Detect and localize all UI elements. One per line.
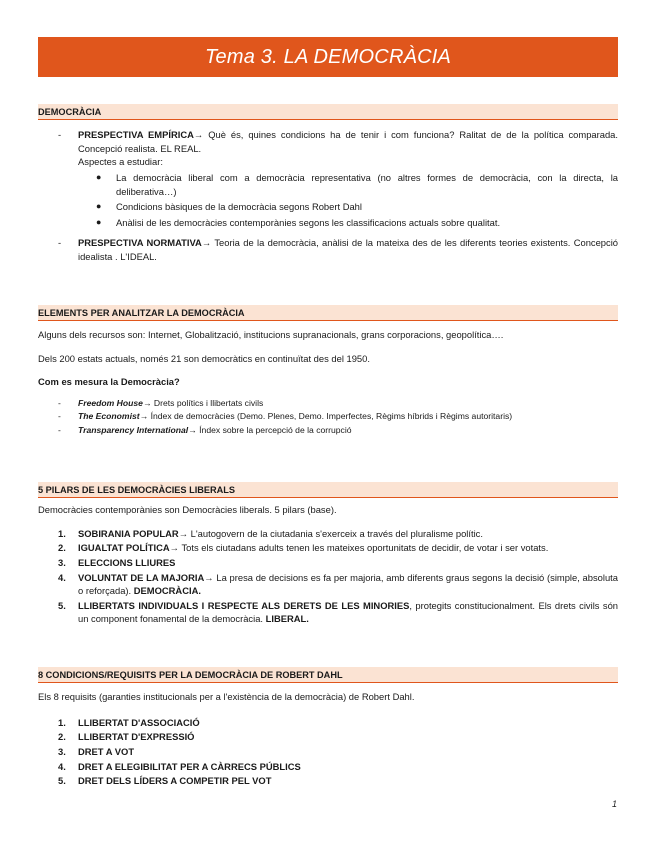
item-label: SOBIRANIA POPULAR	[78, 527, 179, 539]
section-dahl-body	[38, 690, 618, 789]
section-heading-text: ELEMENTS PER ANALITZAR LA DEMOCRÀCIA	[38, 308, 245, 318]
bullet-icon: ●	[96, 171, 102, 182]
item-number: 4.	[58, 760, 66, 772]
item-label: LLIBERTATS INDIVIDUALS I RESPECTE ALS DERETS DE LES MINORIES	[78, 599, 410, 611]
item-number: 5.	[58, 775, 66, 787]
item-label: DRET A ELEGIBILITAT PER A CÀRRECS PÚBLICS	[78, 760, 301, 772]
item-number: 5.	[58, 599, 66, 611]
item-label: LLIBERTAT D'ASSOCIACIÓ	[78, 716, 200, 728]
list-item	[38, 424, 618, 436]
list-item	[38, 760, 618, 774]
section-heading-text: DEMOCRÀCIA	[38, 107, 102, 117]
section-democracia-body	[38, 128, 618, 264]
item-label: Transparency International	[78, 424, 189, 435]
item-number: 2.	[58, 731, 66, 743]
item-text: , protegits constitucionalment. Els drets civils són un component fonamental de la democràcia.	[78, 599, 618, 625]
item-label: PRESPECTIVA NORMATIVA	[78, 237, 202, 249]
list-item	[38, 541, 618, 555]
item-number: 3.	[58, 556, 66, 568]
dash-marker: -	[58, 237, 62, 249]
list-item	[38, 556, 618, 570]
list-item	[38, 410, 618, 422]
item-tail: LIBERAL.	[265, 613, 309, 625]
paragraph: Dels 200 estats actuals, només 21 son democràtics en continuïtat des del 1950.	[38, 352, 370, 364]
list-item	[38, 774, 618, 788]
section-pilars-body	[38, 503, 618, 627]
item-label: DRET A VOT	[78, 745, 135, 757]
bullet-icon: ●	[96, 216, 102, 227]
dash-marker: -	[58, 424, 61, 435]
item-text: → Drets polítics i llibertats civils	[142, 397, 264, 408]
list-item	[38, 171, 618, 198]
item-text: → Índex de democràcies (Demo. Plenes, Demo. Imperfectes, Règims híbrids i Règims autoritaris)	[139, 411, 513, 422]
item-number: 1.	[58, 716, 66, 728]
list-item	[38, 730, 618, 744]
page-title: Tema 3. LA DEMOCRÀCIA	[204, 45, 452, 68]
section-heading-elements	[38, 305, 618, 321]
list-item	[38, 236, 618, 263]
item-label: DRET DELS LÍDERS A COMPETIR PEL VOT	[78, 775, 272, 787]
list-item	[38, 599, 618, 626]
paragraph: Alguns dels recursos son: Internet, Globalització, institucions supranacionals, grans corporacions, geopolítica….	[38, 329, 504, 340]
item-label: VOLUNTAT DE LA MAJORIA	[78, 571, 205, 583]
dash-marker: -	[58, 129, 62, 140]
section-heading-text: 8 CONDICIONS/REQUISITS PER LA DEMOCRÀCIA DE ROBERT DAHL	[38, 670, 343, 680]
item-text: La democràcia liberal com a democràcia representativa (no altres formes de democràcia, con la directa, la deliberativa…)	[116, 171, 618, 197]
item-number: 4.	[58, 571, 66, 583]
section-heading-democracia	[38, 104, 618, 120]
list-item	[38, 397, 618, 409]
section-elements-body	[38, 328, 618, 436]
dash-marker: -	[58, 397, 61, 408]
item-text: Anàlisi de les democràcies contemporànies segons les classificacions actuals sobre qualitat.	[116, 216, 501, 228]
item-text: → Què és, quines condicions ha de tenir i com funciona? Ralitat de de la política comparada. Concepció realista. EL REAL.	[78, 129, 619, 154]
item-label: The Economist	[78, 411, 140, 422]
list-item	[38, 716, 618, 730]
list-item	[38, 527, 618, 541]
paragraph: Democràcies contemporànies son Democràcies liberals. 5 pilars (base).	[38, 504, 337, 515]
item-text: → Tots els ciutadans adults tenen les mateixes oportunitats de decidir, de votar i ser votats.	[169, 542, 549, 554]
dash-marker: -	[58, 411, 61, 422]
item-label: PRESPECTIVA EMPÍRICA	[78, 129, 194, 140]
bullet-icon: ●	[96, 201, 102, 212]
item-label: Freedom House	[78, 397, 143, 408]
list-item	[38, 745, 618, 759]
item-label: ELECCIONS LLIURES	[78, 556, 176, 568]
list-item	[38, 216, 618, 230]
item-text: → La presa de decisions es fa per majoria, amb diferents graus segons la decisió (simple, absoluta o reforçada).	[78, 571, 619, 597]
section-heading-dahl	[38, 667, 618, 683]
item-text: → Teoria de la democràcia, anàlisi de la mateixa des de les diferents teories existents. Concepció idealista . L'IDEAL.	[78, 237, 619, 262]
list-item	[38, 200, 618, 214]
item-number: 3.	[58, 745, 66, 757]
item-label: LLIBERTAT D'EXPRESSIÓ	[78, 731, 195, 743]
item-number: 2.	[58, 542, 66, 554]
paragraph: Els 8 requisits (garanties institucionals per a l'existència de la democràcia) de Robert Dahl.	[38, 691, 415, 702]
section-heading-pilars	[38, 482, 618, 498]
item-text: → L'autogovern de la ciutadania s'exerceix a través del pluralisme polític.	[178, 527, 483, 539]
title-banner	[38, 37, 618, 77]
aspectes-label: Aspectes a estudiar:	[78, 156, 163, 168]
section-heading-text: 5 PILARS DE LES DEMOCRÀCIES LIBERALS	[38, 485, 236, 495]
page-number: 1	[611, 799, 617, 809]
list-item	[38, 571, 618, 598]
item-text: → Índex sobre la percepció de la corrupció	[188, 424, 352, 435]
item-number: 1.	[58, 527, 66, 539]
paragraph: Com es mesura la Democràcia?	[38, 376, 180, 388]
item-label: IGUALTAT POLÍTICA	[78, 542, 170, 554]
list-item	[38, 128, 618, 155]
item-tail: DEMOCRÀCIA.	[133, 585, 201, 597]
item-text: Condicions bàsiques de la democràcia segons Robert Dahl	[116, 201, 362, 213]
